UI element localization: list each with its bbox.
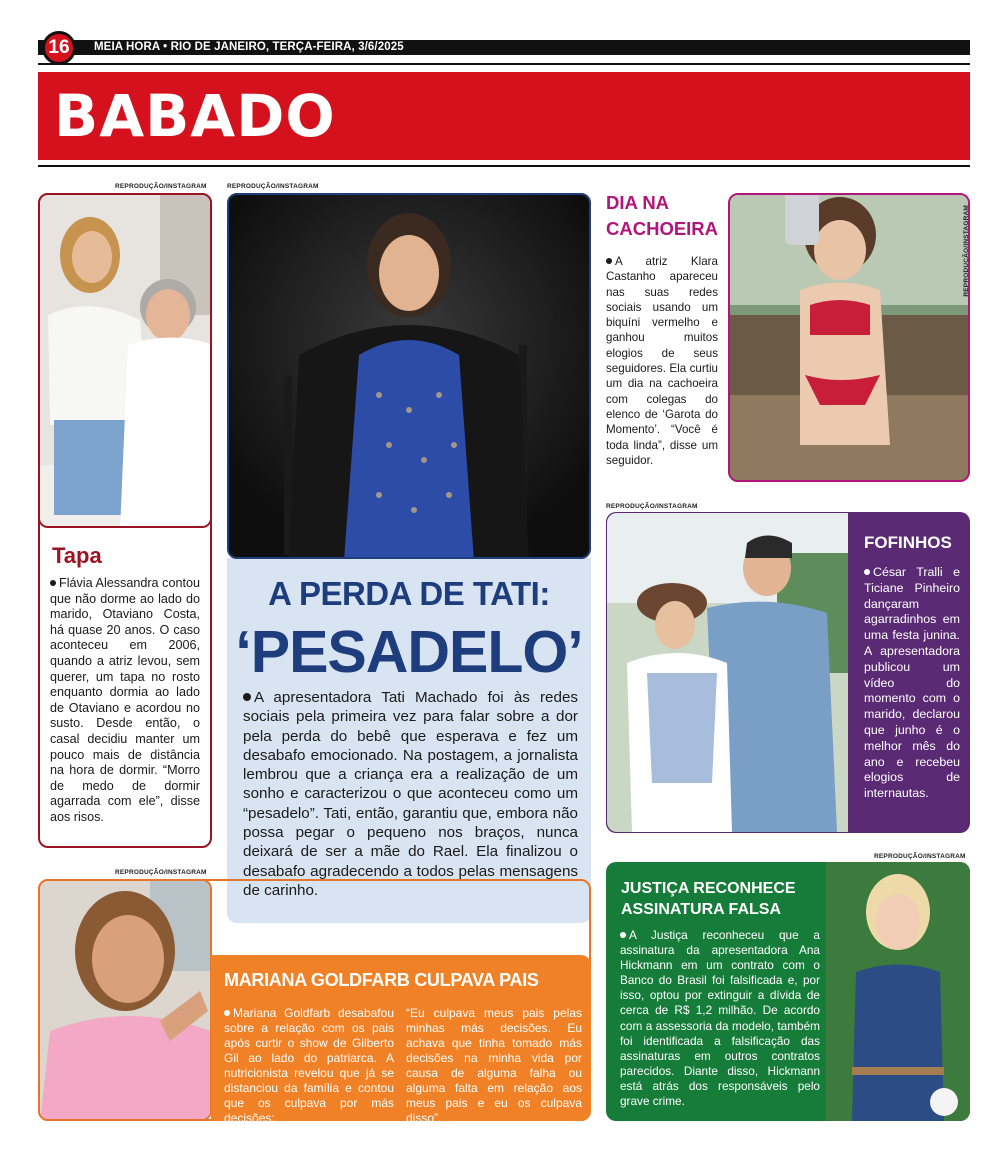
tapa-body: Flávia Alessandra contou que não dorme ao lado do marido, Otaviano Costa, há quase 20 anos. O caso aconteceu em 2006, quando a atriz levou, sem querer, um tapa no rosto enquanto dormia ao lado de Otaviano e acordou no susto. Desde então, o casal decidiu manter um pouco mais de distância na hora de dormir. “Morro de medo de dormir agarrada com ele”, disse aos risos. bbox=[50, 576, 200, 824]
divider bbox=[38, 165, 970, 167]
fofinhos-photo bbox=[607, 513, 848, 832]
mariana-body-1: Mariana Goldfarb desabafou sobre a relação com os pais após curtir o show de Gilberto Gil ao lado do patriarca. A nutricionista revelou que já se distanciou da família e contou que os culpava por más decisões: bbox=[224, 1006, 394, 1125]
cachoeira-photo bbox=[728, 193, 970, 482]
main-headline: ‘PESADELO’ bbox=[235, 619, 583, 685]
bullet-icon bbox=[606, 258, 612, 264]
justica-photo bbox=[826, 862, 970, 1121]
fofinhos-title: FOFINHOS bbox=[864, 533, 952, 552]
bullet-icon bbox=[243, 693, 251, 701]
justica-text bbox=[620, 928, 820, 1109]
folio-line: MEIA HORA • RIO DE JANEIRO, TERÇA-FEIRA, 3/6/2025 bbox=[94, 41, 404, 53]
photo-credit: REPRODUÇÃO/INSTAGRAM bbox=[115, 183, 207, 190]
mariana-text-col1 bbox=[224, 1006, 394, 1126]
cachoeira-body: A atriz Klara Castanho apareceu nas suas redes sociais usando um biquíni vermelho e ganhou muitos elogios de seus seguidores. Ela curtiu um dia na cachoeira com colegas do elenco de ‘Garota do Momento’. “Você é toda linda”, disse um seguidor. bbox=[606, 255, 718, 467]
page-number: 16 bbox=[42, 31, 76, 65]
divider bbox=[38, 63, 970, 65]
bullet-icon bbox=[620, 932, 626, 938]
section-title: BABADO bbox=[54, 82, 336, 150]
photo-credit: REPRODUÇÃO/INSTAGRAM bbox=[606, 503, 698, 510]
tapa-photo bbox=[38, 193, 212, 528]
justica-body: A Justiça reconheceu que a assinatura da apresentadora Ana Hickmann em um contrato com o Banco do Brasil foi falsificada e, por isso, optou por extinguir a dívida de cerca de R$ 1,2 milhão. De acordo com a assessoria da modelo, também foi identificada a falsificação das assinaturas em outros contratos parecidos. Diante disso, Hickmann está atrás dos responsáveis pelo grave crime. bbox=[620, 928, 820, 1109]
photo-credit: REPRODUÇÃO/INSTAGRAM bbox=[227, 183, 319, 190]
main-body: A apresentadora Tati Machado foi às redes sociais pela primeira vez para falar sobre a dor pela perda do bebê que esperava e fez um desabafo emocionado. Na postagem, a jornalista lembrou que a criança era a realização de um sonho e caracterizou o que aconteceu como um “pesadelo”. Tati, então, garantiu que, embora não possa pegar o pequeno nos braços, nunca deixará de ser a mãe do Rael. Ela finalizou o desabafo agradecendo a todos pelas mensagens de carinho. bbox=[243, 689, 578, 899]
cachoeira-text bbox=[606, 254, 718, 468]
fofinhos-text bbox=[864, 565, 960, 802]
bullet-icon bbox=[864, 569, 870, 575]
cachoeira-title: DIA NA CACHOEIRA bbox=[606, 192, 719, 239]
mariana-photo bbox=[38, 879, 212, 1121]
photo-credit: REPRODUÇÃO/INSTAGRAM bbox=[874, 853, 966, 860]
bullet-icon bbox=[50, 580, 56, 586]
tapa-title: Tapa bbox=[52, 543, 102, 568]
photo-credit: REPRODUÇÃO/INSTAGRAM bbox=[115, 869, 207, 876]
mariana-title: MARIANA GOLDFARB CULPAVA PAIS bbox=[224, 970, 539, 990]
main-text bbox=[243, 688, 578, 900]
tati-photo bbox=[227, 193, 591, 559]
fofinhos-body: César Tralli e Ticiane Pinheiro dançaram agarradinhos em uma festa junina. A apresentadora publicou um vídeo do momento com o marido, declarou que junho é o melhor mês do ano e recebeu elogios de internautas. bbox=[864, 565, 960, 801]
tapa-text bbox=[50, 576, 200, 826]
mariana-text-col2: “Eu culpava meus pais pelas minhas más decisões. Eu achava que tinha tomado más decisões na minha vida por causa de alguma falha ou alguma falta em relação aos meus pais e eu os culpava disso”. bbox=[406, 1006, 582, 1125]
main-kicker: A PERDA DE TATI: bbox=[268, 575, 550, 612]
justica-title: JUSTIÇA RECONHECE ASSINATURA FALSA bbox=[621, 880, 796, 918]
photo-credit: REPRODUÇÃO/INSTAGRAM bbox=[963, 205, 970, 297]
bullet-icon bbox=[224, 1010, 230, 1016]
